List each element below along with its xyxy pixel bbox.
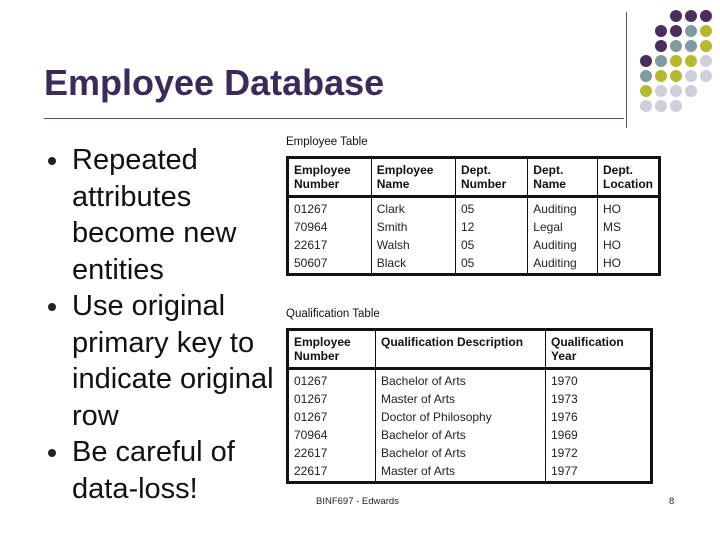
qualification-table <box>286 328 653 484</box>
employee-table-column-header: Dept. Location <box>598 158 660 197</box>
decorative-dot <box>670 55 682 67</box>
bullet-icon <box>48 449 56 457</box>
decorative-dot <box>655 100 667 112</box>
table-cell: Master of Arts <box>376 390 546 408</box>
bullet-text: Use original primary key to indicate original row <box>72 290 274 432</box>
table-row <box>288 236 660 254</box>
table-cell: HO <box>598 197 660 219</box>
decorative-dot <box>700 55 712 67</box>
decorative-dot <box>640 70 652 82</box>
decorative-dot <box>685 85 697 97</box>
decorative-dot <box>640 100 652 112</box>
table-cell: 05 <box>455 236 527 254</box>
table-cell: 01267 <box>294 374 328 388</box>
bullet-item <box>48 434 278 507</box>
decorative-dot <box>685 55 697 67</box>
decorative-dot <box>685 25 697 37</box>
table-row <box>288 408 652 426</box>
table-cell: 1972 <box>546 444 652 462</box>
table-cell: 05 <box>455 254 527 275</box>
table-cell: 70964 <box>294 428 328 442</box>
decorative-dot <box>700 25 712 37</box>
table-cell: 22617 <box>294 464 328 478</box>
table-cell: 01267 <box>294 202 328 216</box>
decorative-dot <box>655 70 667 82</box>
table-cell: MS <box>598 218 660 236</box>
table-cell: Black <box>371 254 455 275</box>
decorative-dot <box>640 55 652 67</box>
table-row <box>288 426 652 444</box>
table-cell: 01267 <box>294 392 328 406</box>
decorative-dot <box>655 40 667 52</box>
table-cell: HO <box>598 236 660 254</box>
decorative-dot <box>640 85 652 97</box>
table-cell: 12 <box>455 218 527 236</box>
table-row <box>288 254 660 275</box>
decorative-dot <box>685 10 697 22</box>
bullet-list <box>48 142 278 507</box>
table-cell: 01267 <box>294 410 328 424</box>
footer-text: BINF697 - Edwards <box>316 496 399 507</box>
page-number: 8 <box>669 496 675 507</box>
decorative-dot <box>655 25 667 37</box>
slide-title: Employee Database <box>44 62 385 103</box>
decorative-dot <box>655 85 667 97</box>
decorative-dot <box>670 40 682 52</box>
bullet-icon <box>48 303 56 311</box>
table-cell: Walsh <box>371 236 455 254</box>
table-cell: Bachelor of Arts <box>376 426 546 444</box>
table-cell: Bachelor of Arts <box>376 369 546 391</box>
table-cell: Auditing <box>528 197 598 219</box>
qualification-table-caption: Qualification Table <box>286 308 380 320</box>
decorative-dot <box>685 40 697 52</box>
table-cell: Legal <box>528 218 598 236</box>
table-cell: Doctor of Philosophy <box>376 408 546 426</box>
table-cell: 1976 <box>546 408 652 426</box>
table-cell: Smith <box>371 218 455 236</box>
employee-table-column-header: Dept. Name <box>528 158 598 197</box>
table-cell: 1969 <box>546 426 652 444</box>
table-cell: 22617 <box>294 238 328 252</box>
table-row <box>288 218 660 236</box>
table-cell: 1973 <box>546 390 652 408</box>
table-cell: HO <box>598 254 660 275</box>
bullet-text: Be careful of data-loss! <box>72 436 235 505</box>
employee-table-column-header: Dept. Number <box>455 158 527 197</box>
table-cell: 22617 <box>294 446 328 460</box>
bullet-icon <box>48 157 56 165</box>
employee-table <box>286 156 661 276</box>
decorative-dot <box>700 40 712 52</box>
decorative-dot <box>670 10 682 22</box>
qualification-table-column-header: Qualification Year <box>546 330 652 369</box>
decorative-dot <box>700 10 712 22</box>
bullet-item <box>48 288 278 434</box>
table-row <box>288 444 652 462</box>
decorative-dot <box>655 55 667 67</box>
table-cell: 1977 <box>546 462 652 483</box>
decorative-dot <box>700 70 712 82</box>
table-cell: 05 <box>455 197 527 219</box>
table-cell: Clark <box>371 197 455 219</box>
title-underline <box>44 118 624 119</box>
table-row <box>288 390 652 408</box>
bullet-text: Repeated attributes become new entities <box>72 144 237 286</box>
table-cell: 50607 <box>294 256 328 270</box>
qualification-table-column-header: Qualification Description <box>376 330 546 369</box>
table-cell: Master of Arts <box>376 462 546 483</box>
table-row <box>288 462 652 483</box>
vertical-divider <box>626 12 627 128</box>
table-row <box>288 197 660 219</box>
table-row <box>288 369 652 391</box>
table-cell: Bachelor of Arts <box>376 444 546 462</box>
qualification-table-column-header: Employee Number <box>288 330 376 369</box>
table-cell: Auditing <box>528 236 598 254</box>
table-cell: Auditing <box>528 254 598 275</box>
employee-table-column-header: Employee Number <box>288 158 372 197</box>
decorative-dot <box>685 70 697 82</box>
decorative-dot <box>670 100 682 112</box>
decorative-dot <box>670 25 682 37</box>
employee-table-column-header: Employee Name <box>371 158 455 197</box>
decorative-dot <box>670 70 682 82</box>
table-cell: 1970 <box>546 369 652 391</box>
bullet-item <box>48 142 278 288</box>
employee-table-caption: Employee Table <box>286 136 368 148</box>
decorative-dot <box>670 85 682 97</box>
table-cell: 70964 <box>294 220 328 234</box>
